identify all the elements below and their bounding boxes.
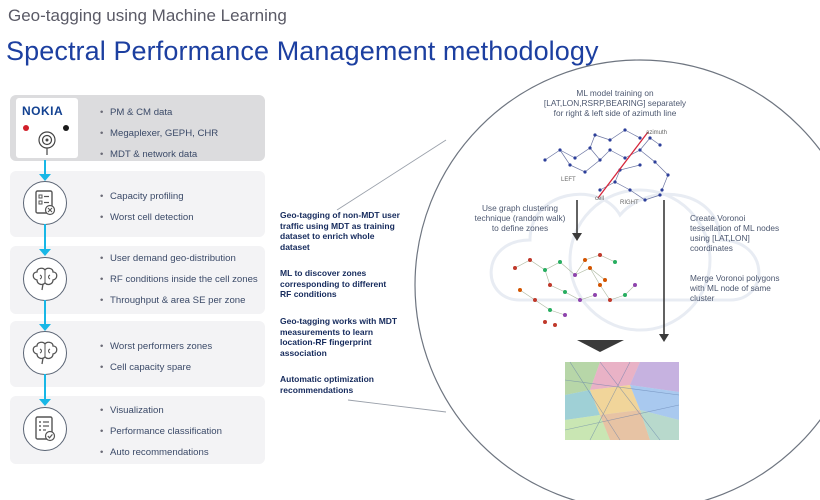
label-azimuth: azimuth	[646, 130, 668, 136]
bullet: • PM & CM data	[100, 107, 218, 119]
note-ml-training: ML model training on [LAT,LON,RSRP,BEARING] separately for right & left side of azimuth line	[543, 88, 687, 118]
note-mdt-learning: Geo-tagging works with MDT measurements to learn location-RF fingerprint association	[280, 316, 398, 358]
bullet: • MDT & network data	[100, 149, 218, 161]
page-title: Spectral Performance Management methodology	[6, 36, 599, 66]
note-clustering: Use graph clustering technique (random walk) to define zones	[474, 203, 566, 233]
bullet: • Megaplexer, GEPH, CHR	[100, 128, 218, 140]
callout-line	[348, 400, 446, 412]
note-geo-tagging: Geo-tagging of non-MDT user traffic using MDT as training dataset to enrich whole dataset	[280, 210, 400, 252]
bullet: • Cell capacity spare	[100, 362, 212, 374]
subtitle: Geo-tagging using Machine Learning	[8, 6, 287, 25]
bullet: • Worst cell detection	[100, 212, 194, 224]
label-left: LEFT	[561, 177, 576, 183]
bullet: • Capacity profiling	[100, 191, 194, 203]
bullet: • RF conditions inside the cell zones	[100, 274, 260, 286]
label-right: RIGHT	[620, 200, 639, 206]
label-cell: cell	[595, 196, 605, 202]
note-automatic-optimization: Automatic optimization recommendations	[280, 374, 374, 395]
bullet: • Performance classification	[100, 426, 222, 438]
bullet: • Auto recommendations	[100, 447, 222, 459]
callout-line	[337, 140, 446, 210]
nokia-logo: NOKIA	[22, 104, 64, 118]
bullet: • User demand geo-distribution	[100, 253, 260, 265]
note-voronoi: Create Voronoi tessellation of ML nodes using [LAT,LON] coordinates	[690, 213, 780, 253]
note-merge: Merge Voronoi polygons with ML node of same cluster	[690, 273, 780, 303]
bullet: • Throughput & area SE per zone	[100, 295, 260, 307]
bullet: • Visualization	[100, 405, 222, 417]
note-zones: ML to discover zones corresponding to different RF conditions	[280, 268, 387, 299]
voronoi-map	[565, 362, 679, 440]
bullet: • Worst performers zones	[100, 341, 212, 353]
